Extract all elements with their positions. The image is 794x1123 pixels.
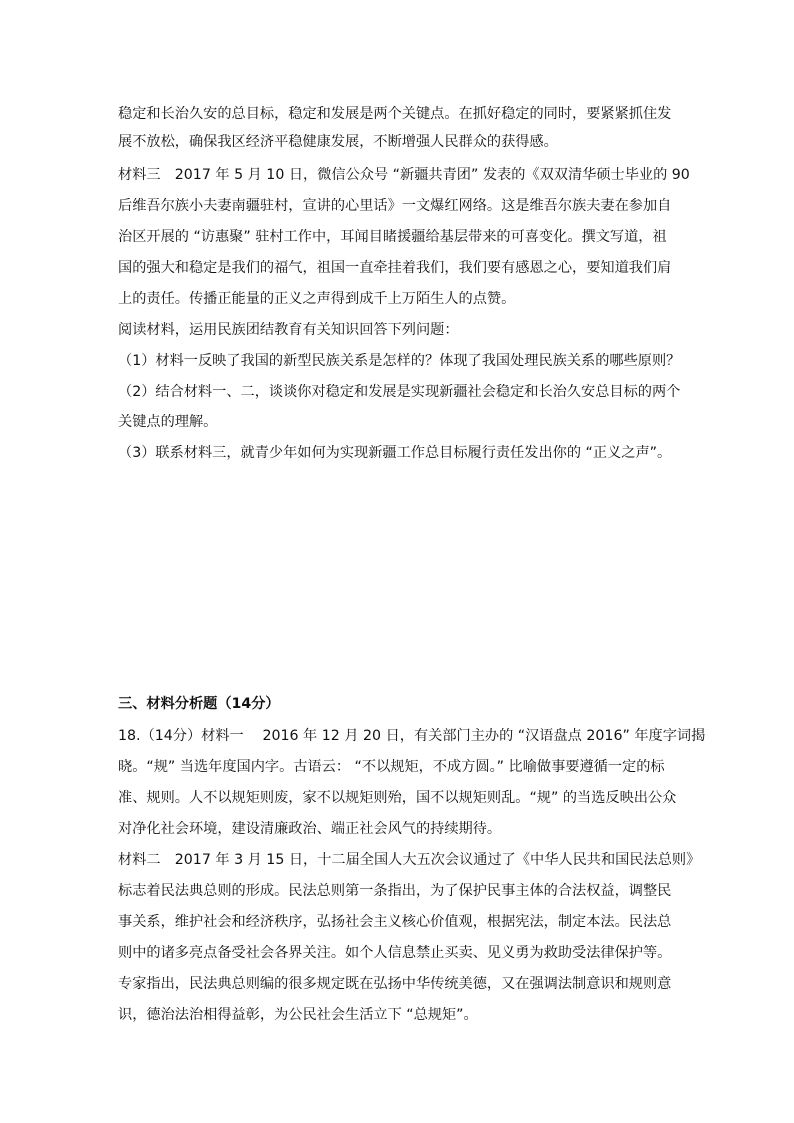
text-line: 展不放松，确保我区经济平稳健康发展，不断增强人民群众的获得感。 — [118, 134, 558, 150]
question-instruction: 阅读材料，运用民族团结教育有关知识回答下列问题： — [118, 322, 459, 338]
text-line: 对净化社会环境，建设清廉政治、端正社会风气的持续期待。 — [118, 821, 502, 837]
text-line: 上的责任。传播正能量的正义之声得到成千上万陌生人的点赞。 — [118, 291, 516, 307]
text-line: 事关系，维护社会和经济秩序，弘扬社会主义核心价值观，根据宪法，制定本法。民法总 — [118, 914, 672, 930]
question-item: （1）材料一反映了我国的新型民族关系是怎样的？体现了我国处理民族关系的哪些原则？ — [118, 353, 681, 369]
text-line: 专家指出，民法典总则编的很多规定既在弘扬中华传统美德，又在强调法制意识和规则意 — [118, 976, 672, 992]
text-line: 18.（14分）材料一 2016 年 12 月 20 日，有关部门主办的 “汉语盘点 2016” 年度字词揭 — [118, 728, 706, 744]
text-line: 识，德治法治相得益彰，为公民社会生活立下 “总规矩”。 — [118, 1007, 478, 1023]
text-line: 则中的诸多亮点备受社会各界关注。如个人信息禁止买卖、见义勇为救助受法律保护等。 — [118, 945, 672, 961]
question-item: （3）联系材料三，就青少年如何为实现新疆工作总目标履行责任发出你的 “正义之声”。 — [118, 445, 672, 461]
text-line: 治区开展的 “访惠聚” 驻村工作中，耳闻目睹援疆给基层带来的可喜变化。撰文写道，祖 — [118, 229, 667, 245]
text-line: 稳定和长治久安的总目标，稳定和发展是两个关键点。在抓好稳定的同时，要紧紧抓住发 — [118, 106, 672, 122]
text-line: 材料三 2017 年 5 月 10 日，微信公众号 “新疆共青团” 发表的《双双清华硕士毕业的 90 — [118, 167, 690, 183]
text-line: 准、规则。人不以规矩则废，家不以规矩则殆，国不以规矩则乱。“规” 的当选反映出公众 — [118, 790, 677, 806]
text-line: 晓。“规” 当选年度国内字。古语云： “不以规矩，不成方圆。” 比喻做事要遵循一定的标 — [118, 759, 665, 775]
text-line: 国的强大和稳定是我们的福气，祖国一直牵挂着我们，我们要有感恩之心，要知道我们肩 — [118, 260, 672, 276]
text-line: 后维吾尔族小夫妻南疆驻村，宣讲的心里话》一文爆红网络。这是维吾尔族夫妻在参加自 — [118, 198, 672, 214]
question-item: （2）结合材料一、二，谈谈你对稳定和发展是实现新疆社会稳定和长治久安总目标的两个 — [118, 384, 681, 400]
text-line: 材料二 2017 年 3 月 15 日，十二届全国人大五次会议通过了《中华人民共和国民法总则》 — [118, 852, 701, 868]
question-item-continuation: 关键点的理解。 — [118, 414, 218, 430]
section-title: 三、材料分析题（14分） — [118, 696, 280, 712]
text-line: 标志着民法典总则的形成。民法总则第一条指出，为了保护民事主体的合法权益，调整民 — [118, 883, 672, 899]
